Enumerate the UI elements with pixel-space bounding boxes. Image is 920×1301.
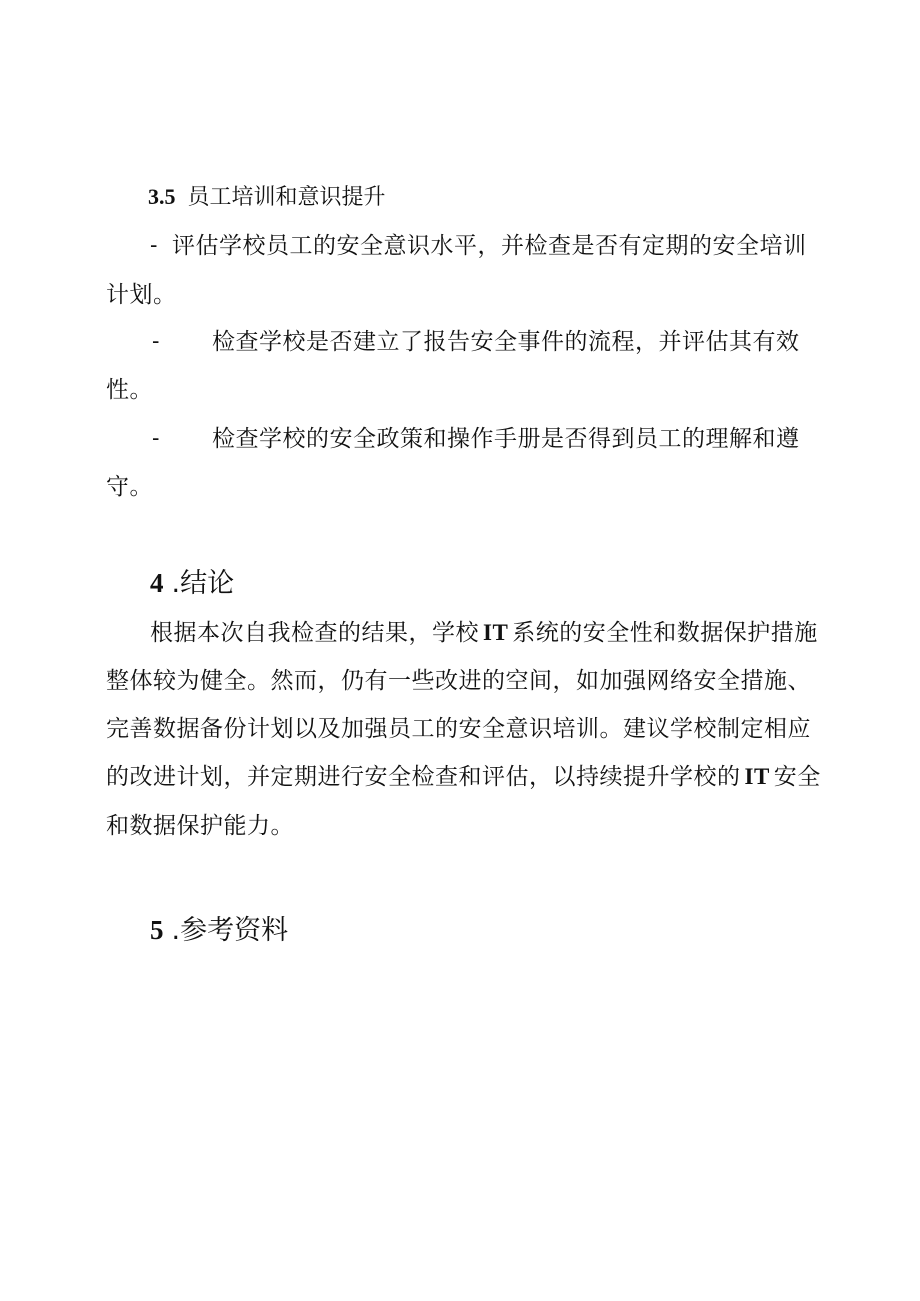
text-run: 安全	[773, 764, 821, 790]
text-run: IT	[483, 620, 509, 645]
section-4-heading	[150, 565, 234, 602]
section-title: 员工培训和意识提升	[187, 185, 386, 210]
section-title: .参考资料	[171, 915, 289, 946]
bullet-text-line: 评估学校员工的安全意识水平，并检查是否有定期的安全培训	[172, 233, 807, 259]
section-number: 4	[150, 568, 164, 598]
paragraph-line	[150, 617, 818, 649]
bullet-text-line: 计划。	[106, 282, 177, 308]
paragraph-line	[106, 761, 821, 793]
paragraph-line: 整体较为健全。然而，仍有一些改进的空间，如加强网络安全措施、	[106, 668, 811, 694]
section-number: 5	[150, 915, 164, 945]
text-run: 根据本次自我检查的结果，学校	[150, 620, 479, 646]
bullet-dash: -	[152, 329, 160, 354]
section-5-heading	[150, 912, 288, 949]
paragraph-line: 完善数据备份计划以及加强员工的安全意识培训。建议学校制定相应	[106, 716, 811, 742]
bullet-text-line: 守。	[106, 474, 153, 500]
text-run: 系统的安全性和数据保护措施	[512, 620, 818, 646]
section-number: 3.5	[148, 184, 176, 209]
bullet-dash: -	[150, 233, 158, 258]
text-run: 的改进计划，并定期进行安全检查和评估，以持续提升学校的	[106, 764, 741, 790]
section-title: .结论	[171, 568, 235, 599]
section-3-5-heading	[148, 182, 386, 213]
text-run: IT	[744, 764, 770, 789]
bullet-text-line: 检查学校的安全政策和操作手册是否得到员工的理解和遵	[212, 426, 800, 452]
paragraph-line: 和数据保护能力。	[106, 813, 294, 839]
bullet-dash: -	[152, 426, 160, 451]
bullet-text-line: 检查学校是否建立了报告安全事件的流程，并评估其有效	[212, 329, 800, 355]
bullet-text-line: 性。	[106, 377, 153, 403]
